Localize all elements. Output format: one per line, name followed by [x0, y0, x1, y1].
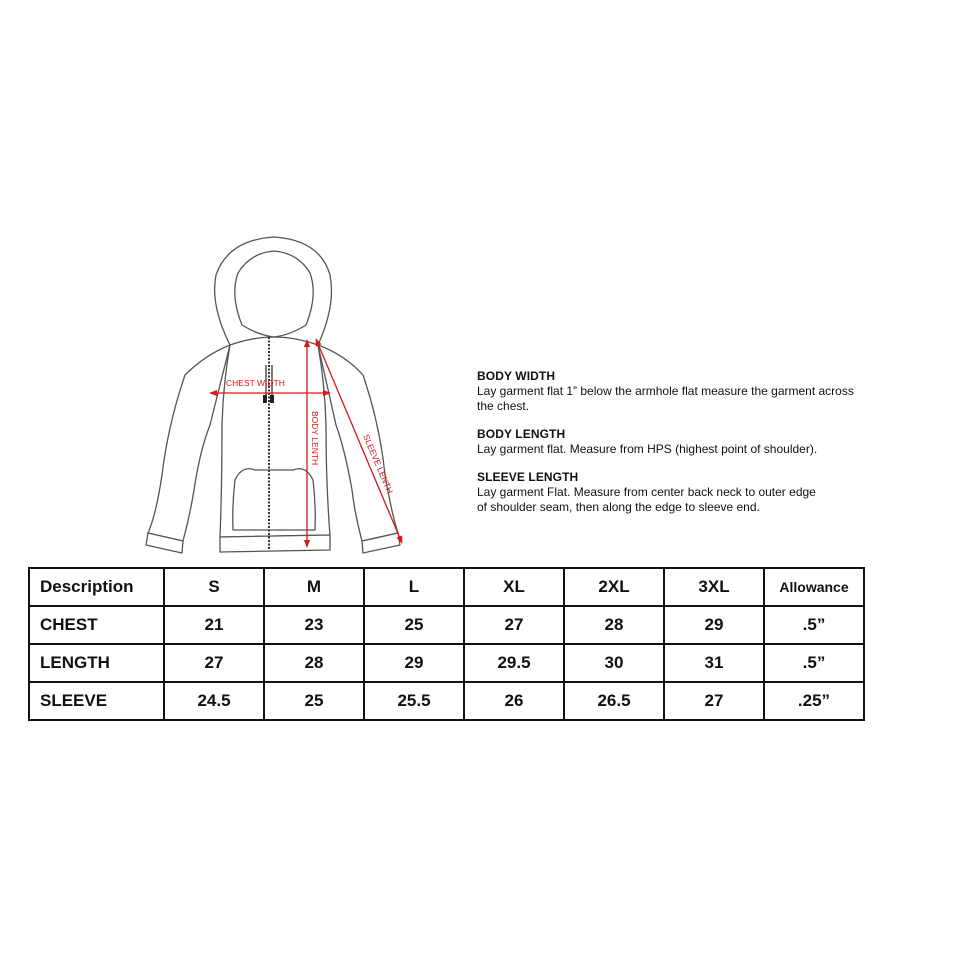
table-row-length	[29, 644, 864, 682]
table-cell: 25.5	[364, 682, 464, 720]
header-description: Description	[29, 568, 164, 606]
table-cell: 31	[664, 644, 764, 682]
table-cell: 24.5	[164, 682, 264, 720]
instruction-line: of shoulder seam, then along the edge to sleeve end.	[477, 500, 760, 514]
table-cell: 26	[464, 682, 564, 720]
header-size-2xl: 2XL	[564, 568, 664, 606]
table-cell: 27	[664, 682, 764, 720]
header-size-m: M	[264, 568, 364, 606]
table-cell: 29	[664, 606, 764, 644]
instruction-line: the chest.	[477, 399, 530, 413]
hoodie-outline	[146, 237, 400, 553]
hoodie-measurement-diagram	[130, 225, 420, 560]
instruction-line: Lay garment flat. Measure from HPS (highest point of shoulder).	[477, 442, 818, 456]
table-header-row	[29, 568, 864, 606]
row-label: CHEST	[29, 606, 164, 644]
chest-width-label: CHEST WIDTH	[226, 378, 285, 388]
instruction-line: Lay garment Flat. Measure from center back neck to outer edge	[477, 485, 816, 499]
instruction-title: BODY LENGTH	[477, 427, 566, 441]
row-label: LENGTH	[29, 644, 164, 682]
header-size-3xl: 3XL	[664, 568, 764, 606]
instruction-title: SLEEVE LENGTH	[477, 470, 579, 484]
table-cell: 23	[264, 606, 364, 644]
table-cell: .25”	[764, 682, 864, 720]
sleeve-length-label: SLEEVE LENTH	[361, 432, 396, 496]
table-cell: 29.5	[464, 644, 564, 682]
table-cell: 27	[464, 606, 564, 644]
row-label: SLEEVE	[29, 682, 164, 720]
instruction-sleeve-length	[477, 470, 937, 515]
table-cell: 28	[564, 606, 664, 644]
table-row-chest	[29, 606, 864, 644]
header-size-s: S	[164, 568, 264, 606]
header-allowance: Allowance	[764, 568, 864, 606]
table-cell: 29	[364, 644, 464, 682]
table-cell: 27	[164, 644, 264, 682]
table-cell: 28	[264, 644, 364, 682]
size-chart-table	[28, 567, 865, 721]
table-cell: 25	[264, 682, 364, 720]
instruction-body-length	[477, 427, 937, 457]
instruction-body-width	[477, 369, 937, 414]
instruction-title: BODY WIDTH	[477, 369, 556, 383]
body-length-label: BODY LENTH	[310, 411, 320, 466]
table-cell: .5”	[764, 606, 864, 644]
table-cell: 25	[364, 606, 464, 644]
table-row-sleeve	[29, 682, 864, 720]
table-cell: 30	[564, 644, 664, 682]
instruction-line: Lay garment flat 1” below the armhole flat measure the garment across	[477, 384, 854, 398]
table-cell: .5”	[764, 644, 864, 682]
measurement-instructions	[477, 369, 937, 528]
header-size-l: L	[364, 568, 464, 606]
table-cell: 26.5	[564, 682, 664, 720]
table-cell: 21	[164, 606, 264, 644]
header-size-xl: XL	[464, 568, 564, 606]
